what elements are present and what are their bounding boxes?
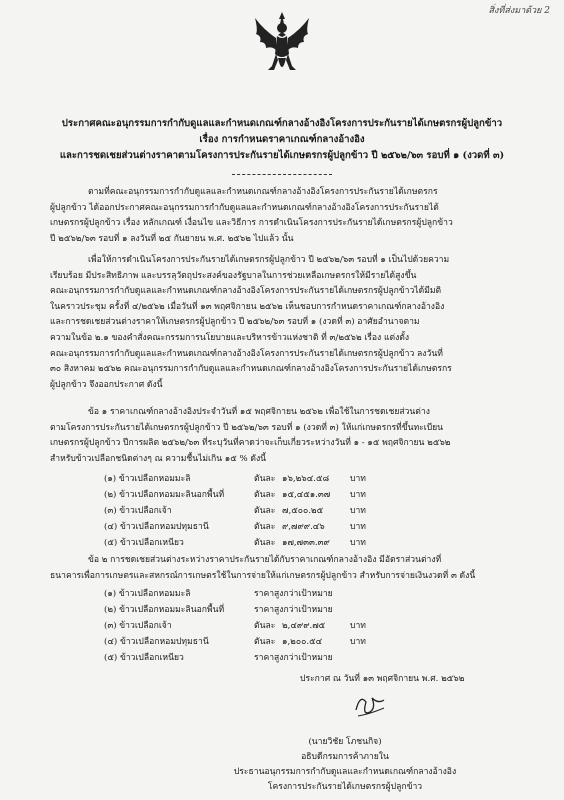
comp-item-value: ๑,๒๐๐.๕๔ <box>282 637 323 647</box>
price-item-name: (๑) ข้าวเปลือกหอมมะลิ <box>104 474 191 484</box>
text-line: ในคราวประชุม ครั้งที่ ๔/๒๕๖๒ เมื่อวันที่ ๑๓ พฤศจิกายน ๒๕๖๒ เห็นชอบการกำหนดราคาเกณฑ์กลางอ้างอิง <box>50 301 445 312</box>
price-item-unit: บาท <box>350 490 366 500</box>
signer-name: (นายวิชัย โภชนกิจ) <box>308 737 382 747</box>
price-item-label: ตันละ <box>254 522 276 532</box>
attachment-note: สิ่งที่ส่งมาด้วย 2 <box>488 6 550 16</box>
comp-item-label: ราคาสูงกว่าเป้าหมาย <box>254 605 333 615</box>
comp-item-value: ๒,๔๙๙.๗๕ <box>282 621 326 631</box>
text-line: ข้อ ๑ ราคาเกณฑ์กลางอ้างอิงประจำวันที่ ๑๕ พฤศจิกายน ๒๕๖๒ เพื่อใช้ในการชดเชยส่วนต่าง <box>88 407 430 417</box>
text-line: คณะอนุกรรมการกำกับดูแลและกำหนดเกณฑ์กลางอ้างอิงโครงการประกันรายได้เกษตรกรผู้ปลูกข้าว ลงวันที่ <box>50 348 443 359</box>
price-item-unit: บาท <box>350 506 366 516</box>
comp-item-unit: บาท <box>350 621 366 631</box>
text-line: ปี ๒๕๖๒/๖๓ รอบที่ ๑ ลงวันที่ ๒๕ กันยายน พ.ศ. ๒๕๖๒ ไปแล้ว นั้น <box>50 233 294 244</box>
price-item-label: ตันละ <box>254 474 276 484</box>
price-item-name: (๕) ข้าวเปลือกเหนียว <box>104 538 184 548</box>
comp-item-label: ตันละ <box>254 637 276 647</box>
price-item-name: (๔) ข้าวเปลือกหอมปทุมธานี <box>104 522 209 532</box>
text-line: ตามที่คณะอนุกรรมการกำกับดูแลและกำหนดเกณฑ์กลางอ้างอิงโครงการประกันรายได้เกษตรกร <box>88 187 438 197</box>
comp-item-label: ราคาสูงกว่าเป้าหมาย <box>254 589 333 599</box>
price-item-value: ๗,๕๐๐.๒๕ <box>282 506 324 516</box>
price-item-unit: บาท <box>350 522 366 532</box>
price-item-value: ๑๖,๒๖๔.๕๘ <box>282 474 330 484</box>
paragraph-resolution <box>50 253 526 393</box>
price-item-label: ตันละ <box>254 538 276 548</box>
header-divider <box>232 174 332 175</box>
text-line: เกษตรกรผู้ปลูกข้าว ปีการผลิต ๒๕๖๒/๖๓ ที่ระบุวันที่คาดว่าจะเก็บเกี่ยวระหว่างวันที่ ๑ - ๑๕ พฤศจิกายน ๒๕๖๒ <box>50 438 451 449</box>
price-item-name: (๓) ข้าวเปลือกเจ้า <box>104 506 172 516</box>
price-item-value: ๙,๗๙๙.๔๖ <box>282 522 325 532</box>
price-item-unit: บาท <box>350 538 366 548</box>
comp-item-name: (๒) ข้าวเปลือกหอมมะลินอกพื้นที่ <box>104 605 225 615</box>
paragraph-article-1 <box>50 405 526 467</box>
signer-title-1: อธิบดีกรมการค้าภายใน <box>301 752 389 762</box>
text-line: ผู้ปลูกข้าว จึงออกประกาศ ดังนี้ <box>50 379 163 390</box>
text-line: คณะอนุกรรมการกำกับดูแลและกำหนดเกณฑ์กลางอ้างอิงโครงการประกันรายได้เกษตรกรผู้ปลูกข้าวได้มีมติ <box>50 286 442 297</box>
text-line: ตามโครงการประกันรายได้เกษตรกรผู้ปลูกข้าว ปี ๒๕๖๒/๖๓ รอบที่ ๑ (งวดที่ ๓) ให้แก่เกษตรกรที่ขึ้นทะเบียน <box>50 422 444 433</box>
text-line: ความในข้อ ๒.๑ ของคำสั่งคณะกรรมการนโยบายและบริหารข้าวแห่งชาติ ที่ ๓/๒๕๖๒ เรื่อง แต่งตั้ง <box>50 332 410 343</box>
price-item-value: ๑๗,๗๓๓.๓๙ <box>282 538 330 548</box>
comp-item-label: ราคาสูงกว่าเป้าหมาย <box>254 653 333 663</box>
text-line: สำหรับข้าวเปลือกชนิดต่างๆ ณ ความชื้นไม่เกิน ๑๕ % ดังนี้ <box>50 453 267 464</box>
price-item-label: ตันละ <box>254 506 276 516</box>
garuda-emblem-icon <box>252 10 312 78</box>
comp-item-name: (๕) ข้าวเปลือกเหนียว <box>104 653 184 663</box>
paragraph-intro <box>50 185 526 247</box>
header-line-3: และการชดเชยส่วนต่างราคาตามโครงการประกันรายได้เกษตรกรผู้ปลูกข้าว ปี ๒๕๖๒/๖๓ รอบที่ ๑ (งวดที่ ๓) <box>59 150 505 161</box>
text-line: ข้อ ๒ การชดเชยส่วนต่างระหว่างราคาประกันรายได้กับราคาเกณฑ์กลางอ้างอิง มีอัตราส่วนต่างที่ <box>88 555 442 565</box>
price-item-value: ๑๕,๔๕๑.๓๗ <box>282 490 331 500</box>
comp-item-unit: บาท <box>350 637 366 647</box>
text-line: ๓๐ สิงหาคม ๒๕๖๒ คณะอนุกรรมการกำกับดูแลและกำหนดเกณฑ์กลางอ้างอิงโครงการประกันรายได้เกษตรกร <box>50 364 452 375</box>
text-line: ผู้ปลูกข้าว ได้ออกประกาศคณะอนุกรรมการกำกับดูแลและกำหนดเกณฑ์กลางอ้างอิงโครงการประกันรายได้ <box>50 202 439 213</box>
header-line-1: ประกาศคณะอนุกรรมการกำกับดูแลและกำหนดเกณฑ์กลางอ้างอิงโครงการประกันรายได้เกษตรกรผู้ปลูกข้าว <box>61 118 503 129</box>
text-line: และการชดเชยส่วนต่างราคาให้เกษตรกรผู้ปลูกข้าว ปี ๒๕๖๒/๖๓ รอบที่ ๑ (งวดที่ ๓) อาศัยอำนาจตาม <box>50 317 420 328</box>
signer-title-3: โครงการประกันรายได้เกษตรกรผู้ปลูกข้าว <box>267 782 423 792</box>
comp-item-name: (๔) ข้าวเปลือกหอมปทุมธานี <box>104 637 209 647</box>
comp-item-name: (๑) ข้าวเปลือกหอมมะลิ <box>104 589 191 599</box>
signer-title-2: ประธานอนุกรรมการกำกับดูแลและกำหนดเกณฑ์กลางอ้างอิง <box>233 767 457 777</box>
comp-item-name: (๓) ข้าวเปลือกเจ้า <box>104 621 172 631</box>
text-line: เกษตรกรผู้ปลูกข้าว เรื่อง หลักเกณฑ์ เงื่อนไข และวิธีการ การดำเนินโครงการประกันรายได้เกษตรกรผู้ปลูกข้าว <box>50 218 453 229</box>
comp-item-label: ตันละ <box>254 621 276 631</box>
text-line: เพื่อให้การดำเนินโครงการประกันรายได้เกษตรกรผู้ปลูกข้าว ปี ๒๕๖๒/๖๓ รอบที่ ๑ เป็นไปด้วยความ <box>88 255 450 265</box>
text-line: ธนาคารเพื่อการเกษตรและสหกรณ์การเกษตรใช้ในการจ่ายให้แก่เกษตรกรผู้ปลูกข้าว สำหรับการจ่ายเงินงวดที่ ๓ ดังนี้ <box>50 570 476 581</box>
text-line: เรียบร้อย มีประสิทธิภาพ และบรรลุวัตถุประสงค์ของรัฐบาลในการช่วยเหลือเกษตรกรให้มีรายได้สูงขึ้น <box>50 270 417 281</box>
price-item-label: ตันละ <box>254 490 276 500</box>
announcement-date: ประกาศ ณ วันที่ ๑๓ พฤศจิกายน พ.ศ. ๒๕๖๒ <box>300 674 465 684</box>
paragraph-article-2 <box>50 553 526 584</box>
header-line-2: เรื่อง การกำหนดราคาเกณฑ์กลางอ้างอิง <box>199 134 365 145</box>
handwritten-signature <box>350 690 390 722</box>
price-item-name: (๒) ข้าวเปลือกหอมมะลินอกพื้นที่ <box>104 490 225 500</box>
price-item-unit: บาท <box>350 474 366 484</box>
